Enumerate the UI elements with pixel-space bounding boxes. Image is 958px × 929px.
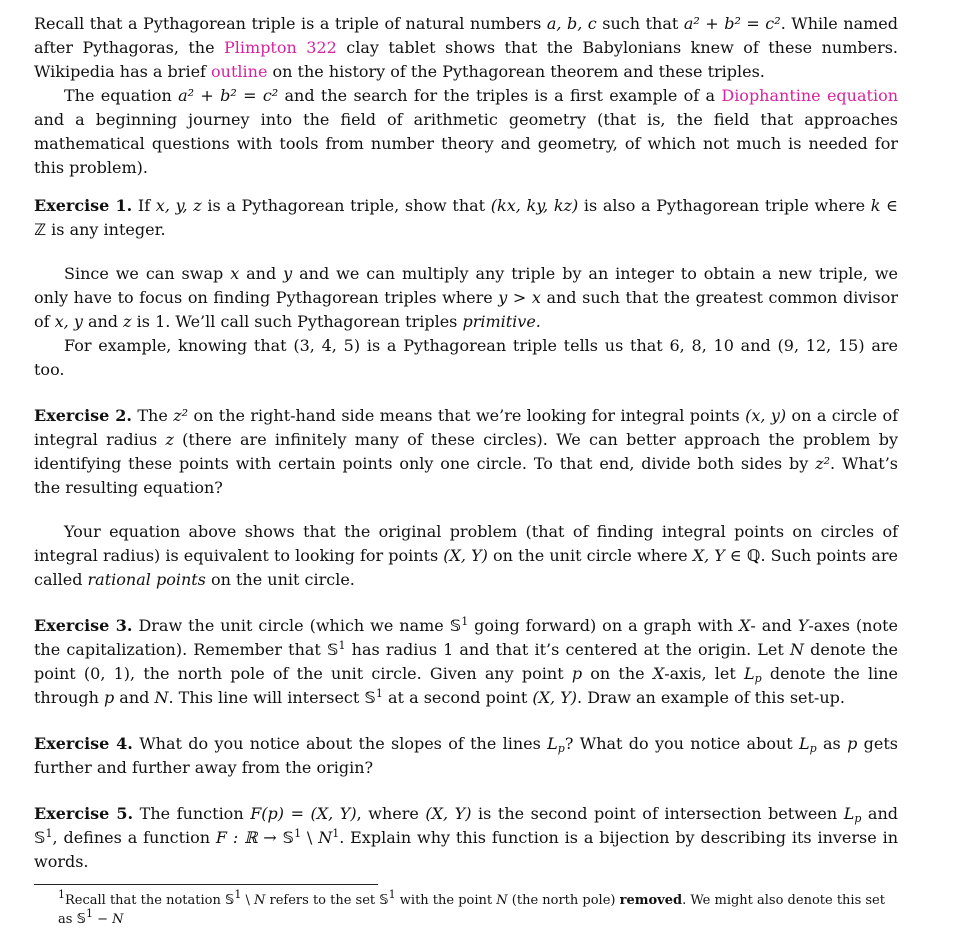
- math-equation: a² + b² = c²: [178, 86, 279, 105]
- text: -axes (note the capitalization). Remember that: [34, 616, 899, 659]
- text: on the unit circle where: [487, 546, 693, 565]
- example-paragraph: [34, 334, 898, 382]
- exercise-label: Exercise 5.: [34, 804, 134, 823]
- text: What do you notice about the slopes of the lines: [132, 734, 548, 753]
- text: (there are infinitely many of these circles). We can better approach the problem by identifying these points with certain points only one circle. To that end, divide both sides by: [34, 430, 898, 473]
- exercise-1: [34, 194, 898, 242]
- text: and: [82, 312, 124, 331]
- superscript: 1: [294, 827, 302, 840]
- text: on the: [582, 664, 653, 683]
- math: (0, 1): [83, 664, 131, 683]
- integers-symbol: ℤ: [34, 220, 47, 239]
- plimpton-322-link[interactable]: Plimpton 322: [224, 38, 337, 57]
- circle-symbol: 𝕊: [364, 688, 376, 707]
- text: , where: [356, 804, 426, 823]
- text: Recall that a Pythagorean triple is a triple of natural numbers: [34, 14, 547, 33]
- text: is a Pythagorean triple tells us that: [360, 336, 670, 355]
- text: \: [301, 828, 319, 847]
- circle-symbol: 𝕊: [224, 893, 235, 908]
- math: (X, Y): [443, 546, 488, 565]
- text: For example, knowing that: [64, 336, 294, 355]
- exercise-label: Exercise 3.: [34, 616, 133, 635]
- math: z²: [815, 454, 831, 473]
- text: and: [114, 688, 155, 707]
- text: If: [132, 196, 156, 215]
- text: , defines a function: [52, 828, 216, 847]
- text: on the unit circle.: [205, 570, 355, 589]
- footnote-number: 1: [58, 888, 65, 901]
- math: N: [789, 640, 804, 659]
- text: on the right-hand side means that we’re looking for integral points: [188, 406, 746, 425]
- circle-symbol: 𝕊: [282, 828, 295, 847]
- circle-symbol: 𝕊: [76, 912, 86, 927]
- text: denote the line through: [34, 664, 899, 707]
- math: L: [843, 804, 855, 823]
- text: . What’s the resulting equation?: [34, 454, 899, 497]
- footnote-divider: [34, 884, 378, 885]
- math: z: [165, 430, 174, 449]
- intro-paragraph-2: [34, 84, 898, 180]
- math: x: [230, 264, 240, 283]
- text: and such that the greatest common divisor of: [34, 288, 899, 331]
- math: p: [847, 734, 858, 753]
- text: . While named after Pythagoras, the: [34, 14, 898, 57]
- math: (x, y): [745, 406, 787, 425]
- math: N: [318, 828, 333, 847]
- text: . Draw an example of this set-up.: [577, 688, 845, 707]
- superscript: 1: [85, 907, 93, 920]
- text: such that: [596, 14, 684, 33]
- math: 6, 8, 10: [669, 336, 734, 355]
- math: y: [283, 264, 293, 283]
- math: (X, Y): [425, 804, 472, 823]
- text: , the north pole of the unit circle. Given any point: [130, 664, 572, 683]
- math: N: [112, 912, 124, 927]
- primitive-term: primitive.: [462, 312, 541, 331]
- math: z²: [173, 406, 189, 425]
- superscript: 1: [338, 639, 346, 652]
- text: denote the point: [34, 640, 899, 683]
- superscript: 1: [375, 687, 383, 700]
- math-abc: a, b, c: [546, 14, 597, 33]
- text: is a Pythagorean triple, show that: [201, 196, 491, 215]
- rationals-symbol: ℚ: [746, 546, 761, 565]
- math: ∈: [880, 196, 899, 215]
- text: and the search for the triples is a first example of a: [278, 86, 722, 105]
- exercise-label: Exercise 1.: [34, 196, 133, 215]
- text: is any integer.: [46, 220, 166, 239]
- text: refers to the set: [265, 893, 380, 908]
- subscript: p: [854, 812, 862, 825]
- math: X: [738, 616, 751, 635]
- math: (9, 12, 15): [777, 336, 865, 355]
- math: X, Y: [692, 546, 725, 565]
- math: (kx, ky, kz): [490, 196, 579, 215]
- document-page: [34, 0, 898, 929]
- text: is also a Pythagorean triple where: [578, 196, 871, 215]
- math: (X, Y): [532, 688, 578, 707]
- text: on the history of the Pythagorean theorem and these triples.: [267, 62, 765, 81]
- text: −: [92, 912, 113, 927]
- text: gets further and further away from the origin?: [34, 734, 899, 777]
- text: . Explain why this function is a bijection by describing its inverse in words.: [34, 828, 899, 871]
- text: and: [239, 264, 284, 283]
- text: on a circle of integral radius: [34, 406, 899, 449]
- text: as: [816, 734, 848, 753]
- text: are too.: [34, 336, 899, 379]
- text: . This line will intersect: [168, 688, 365, 707]
- exercise-label: Exercise 4.: [34, 734, 133, 753]
- text: (the north pole): [507, 893, 620, 908]
- intro-paragraph-1: [34, 12, 898, 84]
- diophantine-equation-link[interactable]: Diophantine equation: [721, 86, 899, 105]
- circle-symbol: 𝕊: [34, 828, 46, 847]
- subscript: p: [557, 742, 565, 755]
- footnote: [34, 888, 898, 929]
- text: . We might also denote this set as: [58, 893, 885, 927]
- text: . Such points are called: [34, 546, 898, 589]
- text: The equation: [64, 86, 179, 105]
- math: L: [547, 734, 558, 753]
- text: is the second point of intersection between: [471, 804, 844, 823]
- text: and: [861, 804, 899, 823]
- superscript: 1: [45, 827, 53, 840]
- text: going forward) on a graph with: [468, 616, 739, 635]
- math: X: [652, 664, 665, 683]
- math: Y: [797, 616, 809, 635]
- math: N: [254, 893, 266, 908]
- math: F(p) = (X, Y): [250, 804, 357, 823]
- rational-points-term: rational points: [87, 570, 206, 589]
- rational-points-paragraph: [34, 520, 898, 592]
- math: (3, 4, 5): [293, 336, 361, 355]
- superscript: 1: [388, 888, 396, 901]
- footnote-marker[interactable]: 1: [332, 827, 340, 840]
- circle-symbol: 𝕊: [379, 893, 389, 908]
- circle-symbol: 𝕊: [449, 616, 462, 635]
- text: is 1. We’ll call such Pythagorean triples: [131, 312, 463, 331]
- math: x, y, z: [155, 196, 202, 215]
- superscript: 1: [461, 615, 469, 628]
- text: \: [241, 893, 255, 908]
- math: y > x: [498, 288, 541, 307]
- text: and: [733, 336, 778, 355]
- primitive-paragraph: [34, 262, 898, 334]
- text: at a second point: [382, 688, 533, 707]
- text: and we can multiply any triple by an integer to obtain a new triple, we only have to focus on finding Pythagorean triples where: [34, 264, 899, 307]
- text: -axis, let: [664, 664, 745, 683]
- math: p: [103, 688, 115, 707]
- math: F : ℝ →: [215, 828, 283, 847]
- outline-link[interactable]: outline: [211, 62, 268, 81]
- math: L: [744, 664, 755, 683]
- math: N: [154, 688, 169, 707]
- exercise-5: [34, 802, 898, 874]
- exercise-2: [34, 404, 898, 500]
- math: z: [123, 312, 132, 331]
- text: clay tablet shows that the Babylonians knew of these numbers. Wikipedia has a brief: [34, 38, 899, 81]
- circle-symbol: 𝕊: [327, 640, 339, 659]
- exercise-4: [34, 732, 898, 780]
- text: Draw the unit circle (which we name: [132, 616, 450, 635]
- removed-term: removed: [619, 893, 683, 908]
- math: p: [571, 664, 583, 683]
- text: ? What do you notice about: [564, 734, 800, 753]
- math: N: [496, 893, 508, 908]
- text: Recall that the notation: [65, 893, 225, 908]
- math-equation: a² + b² = c²: [683, 14, 781, 33]
- math: ∈: [724, 546, 747, 565]
- math: x, y: [54, 312, 83, 331]
- text: The function: [133, 804, 251, 823]
- superscript: 1: [234, 888, 242, 901]
- text: Your equation above shows that the original problem (that of finding integral points on circles of integral radius) is equivalent to looking for points: [34, 522, 898, 565]
- exercise-label: Exercise 2.: [34, 406, 132, 425]
- subscript: p: [754, 672, 762, 685]
- exercise-3: [34, 614, 898, 710]
- subscript: p: [809, 742, 817, 755]
- text: - and: [750, 616, 798, 635]
- math: k: [870, 196, 881, 215]
- math: L: [799, 734, 810, 753]
- text: has radius 1 and that it’s centered at the origin. Let: [345, 640, 790, 659]
- text: and a beginning journey into the field of arithmetic geometry (that is, the field that approaches mathematical questions with tools from number theory and geometry, of which not much is needed for this problem).: [34, 110, 898, 177]
- text: with the point: [395, 893, 497, 908]
- text: The: [131, 406, 174, 425]
- text: Since we can swap: [64, 264, 231, 283]
